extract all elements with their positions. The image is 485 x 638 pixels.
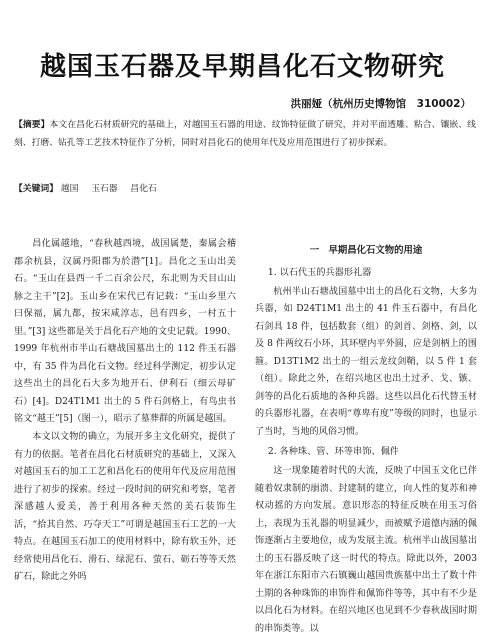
paper-title: 越国玉石器及早期昌化石文物研究: [39, 52, 445, 82]
keyword: 越国: [60, 184, 79, 194]
keyword: 玉石器: [91, 184, 118, 194]
keywords: [14, 180, 476, 198]
abstract-text: 本文在昌化石材质研究的基础上，对越国玉石器的用途、纹饰特征做了研究，并对平面透雕、粘合、镶嵌、线刻、打磨、钻孔等工艺技术特征作了分析，同时对昌化石的使用年代及应用范围进行了初步探索。: [14, 120, 476, 148]
abstract-label: 【摘要】: [14, 120, 50, 130]
body-paragraph: 本文以文物的确立，为展开多主文化研究，提供了有力的依据。笔者在昌化石材质研究的基础上，又深入对越国玉石的加工工艺和昌化石的使用年代及应用范围进行了初步的探索。经过一段时间的研究和考察，笔者深感越人爱美，善于利用各种天然的美石装饰生活，“拾其自然、巧夺天工”可谓是越国玉石工艺的一大特点。在越国玉石加工的使用材料中，除有软玉外，还经常使用昌化石、滑石、绿泥石、萤石、砺石等等天然矿石，除此之外吗: [14, 432, 236, 583]
section-heading: 一 早期昌化石文物的用途: [309, 245, 423, 256]
subsection-heading: 2. 各种珠、管、环等串饰、佩件: [267, 446, 399, 458]
right-column: [255, 236, 477, 638]
keywords-label: 【关键词】: [14, 184, 58, 194]
body-paragraph: 杭州半山石塘战国墓中出土的昌化石文物，大多为兵器，如 D24T1M1 出土的 41 件玉石器中，有昌化石剑具 18 件，包括数套（组）的剑首、剑格、剑，以及 8 件两纹石小环，其环壁内平外圆，应是剑柄上的围箍。D13T1M2 出土的一组云龙纹剑鞘，以 5 件 1 套（组）。除此之外，在绍兴地区也出土过矛、戈、镞、剑等的昌化石质地的各种兵器。这些以昌化石代替玉材的兵器形礼器，在表明“尊卑有度”等级的同时，也显示了当时，当地的风俗习惯。: [255, 286, 477, 437]
author-affiliation: 洪丽娅（杭州历史博物馆 310002）: [290, 98, 471, 110]
keyword: 昌化石: [130, 184, 157, 194]
subsection-heading: 1. 以石代玉的兵器形礼器: [267, 267, 372, 278]
body-paragraph: 这一现象随着时代的大流，反映了中国玉文化已伴随着奴隶制的崩溃、封建制的建立，向人性的复苏和神权动摇的方向发展。意识形态的特征反映在用玉习俗上，表现为玉礼器的明显减少，而被赋予道德内涵的佩饰逐渐占主要地位，成为发展主流。杭州半山战国墓出土的玉石器反映了这一时代的特点。除此以外，2003 年在浙江东阳市六石镇巍山越国贵族墓中出土了数十件土期的各种珠饰的串饰件和佩饰件等等，其中有不少是以昌化石为材料。在绍兴地区也见到不少春秋战国时期的串饰类等。以: [255, 466, 477, 634]
abstract: [14, 116, 476, 152]
body-paragraph: 昌化属越地，“春秋越西境，战国属楚，秦属会稽郡余杭县，汉属丹阳郡为於潜”[1]。昌化之玉山出美石。“玉山在县西一千二百余公尺，东北则为天目山山脉之主干”[2]。玉山乡在宋代已有记载：“玉山乡里六曰保福，属九都，按宋咸淳志，邑有四乡，一村五十里。”[3] 这些都是关于昌化石产地的文史记载。1990、1999 年杭州市半山石塘战国墓出土的 112 件玉石器中，有 35 件为昌化石文物。经过科学测定，初步认定这些出土的昌化石大多为地开石、伊利石（细云母矿石）[4]。D24T1M1 出土的 5 件石剑格上，有鸟虫书铭文“越王”[5]（图一），昭示了墓葬群的所属是越国。: [14, 239, 236, 425]
left-column: [14, 236, 236, 587]
